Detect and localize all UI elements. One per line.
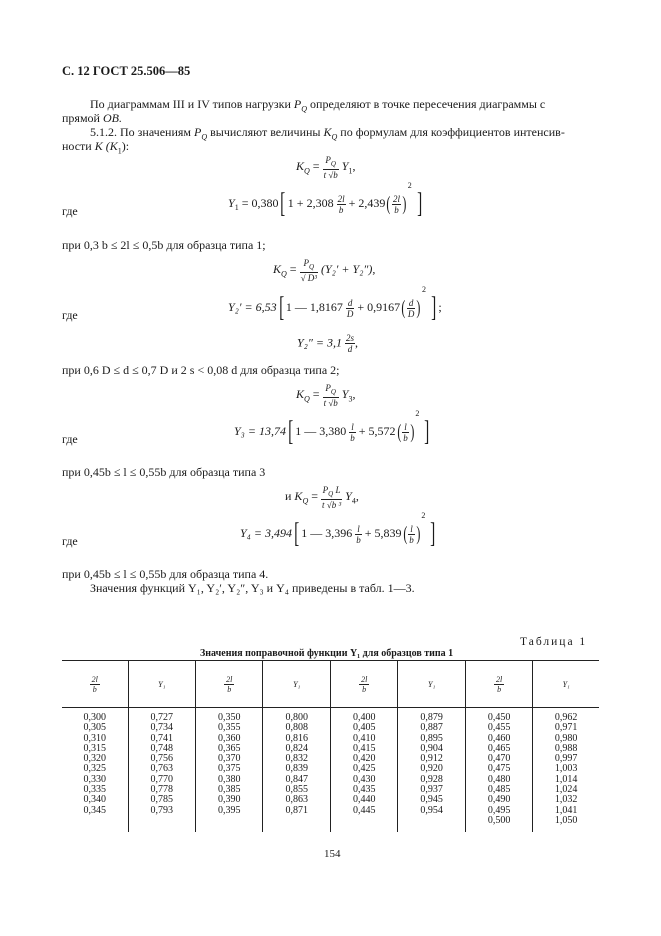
- table-cell: 0,465: [487, 742, 511, 754]
- table-cell: 0,350: [218, 712, 241, 723]
- table-cell: 0,315: [83, 742, 107, 754]
- condition-type4: при 0,45b ≤ l ≤ 0,55b для образца типа 4.: [62, 567, 269, 581]
- where-label-1: где: [62, 204, 78, 218]
- column-header: $\frac{2l}{b}$: [465, 661, 532, 708]
- equation-y2-double-prime: Y₂″ = 3,1 $\frac{2s}{d}$ ,: [297, 333, 358, 354]
- table-cell: 0,425: [352, 763, 376, 775]
- table-cell: 0,420: [352, 753, 376, 765]
- where-label-4: где: [62, 534, 78, 548]
- table-cell: 0,325: [83, 763, 107, 775]
- table-cell: 0,980: [554, 732, 578, 744]
- table-cell: 0,770: [150, 773, 174, 785]
- para1-line1: По диаграммам III и IV типов нагрузки $P_Q$ определяют в точке пересечения диаграммы с: [90, 97, 546, 114]
- equation-kq-type3: $K_Q$ = $\frac{P_Q}{t √b}$ $Y_3$,: [296, 383, 356, 408]
- table-cell: 1,024: [554, 784, 578, 796]
- page-header: С. 12 ГОСТ 25.506—85: [62, 64, 191, 78]
- condition-type1: при 0,3 b ≤ 2l ≤ 0,5b для образца типа 1;: [62, 238, 266, 252]
- para3: Значения функций Y₁, Y₂′, Y₂″, Y₃ и Y₄ приведены в табл. 1—3.: [90, 581, 415, 595]
- equation-y2-prime: Y₂′ = 6,53[ 1 — 1,8167 $\frac{d}{D}$ + 0,9167( $\frac{d}{D}$ )$^2$ ] ;: [228, 284, 442, 323]
- table-cell: 0,415: [352, 742, 376, 754]
- table-cell: 0,445: [352, 804, 376, 816]
- table-cell: 1,032: [554, 794, 578, 806]
- table-cell: 0,863: [285, 794, 308, 806]
- table-cell: 0,395: [218, 804, 241, 816]
- table-cell: 0,485: [487, 784, 511, 796]
- table-cell: 0,962: [554, 712, 578, 723]
- table-cell: 0,763: [150, 763, 174, 775]
- table-cell: 0,937: [420, 784, 443, 796]
- table-cell: 0,887: [420, 722, 443, 734]
- table-cell: 0,855: [285, 784, 308, 796]
- table-cell: 0,365: [218, 742, 241, 754]
- table-cell: 0,470: [487, 753, 511, 765]
- table-cell: 0,360: [218, 732, 241, 744]
- table-cell: 0,879: [420, 712, 443, 723]
- equation-y3: Y₃ = 13,74[ 1 — 3,380 $\frac{l}{b}$ + 5,572( $\frac{l}{b}$ )$^2$ ]: [234, 408, 430, 447]
- table-cell: 0,440: [352, 794, 376, 806]
- table-cell: 0,785: [150, 794, 174, 806]
- table-cell: 1,014: [554, 773, 578, 785]
- table-cell: 0,727: [150, 712, 174, 723]
- column-header: Y₁: [128, 661, 195, 708]
- table-cell: 0,778: [150, 784, 174, 796]
- table-cell: 0,495: [487, 804, 511, 816]
- table-y1-values: [62, 660, 599, 832]
- table-cell: 0,490: [487, 794, 511, 806]
- table-cell: 0,895: [420, 732, 443, 744]
- table-cell: 0,390: [218, 794, 241, 806]
- pq-symbol: $P_Q$: [293, 97, 308, 114]
- para2-line2: ности K $(K_1)$:: [62, 139, 130, 156]
- table-cell: 0,405: [352, 722, 376, 734]
- table-row: [62, 708, 599, 833]
- table-cell: 0,435: [352, 784, 376, 796]
- equation-kq-type2: $K_Q$ = $\frac{P_Q}{\text{√ D³}}$ (Y₂′ + Y₂″),: [273, 258, 376, 283]
- table-cell: 0,375: [218, 763, 241, 775]
- table-cell: 0,971: [554, 722, 578, 734]
- table-cell: 0,335: [83, 784, 107, 796]
- table-cell: 1,003: [554, 763, 578, 775]
- table-cell: 0,839: [285, 763, 308, 775]
- table-cell: 0,320: [83, 753, 107, 765]
- table-cell: 0,345: [83, 804, 107, 816]
- table-column-cells: [465, 708, 532, 833]
- table-cell: 0,734: [150, 722, 174, 734]
- column-header: Y₁: [263, 661, 330, 708]
- column-header: $\frac{2l}{b}$: [62, 661, 128, 708]
- column-header: Y₁: [533, 661, 599, 708]
- equation-kq-type1: $K_Q$ = $\frac{P_Q}{t √b}$ $Y_1$,: [296, 155, 356, 180]
- table-cell: 0,370: [218, 753, 241, 765]
- table-cell: 0,380: [218, 773, 241, 785]
- table-column-cells: [196, 708, 263, 833]
- condition-type2: при 0,6 D ≤ d ≤ 0,7 D и 2 s < 0,08 d для образца типа 2;: [62, 363, 340, 377]
- table-cell: 0,310: [83, 732, 107, 744]
- table-cell: 0,824: [285, 742, 308, 754]
- column-header: $\frac{2l}{b}$: [330, 661, 397, 708]
- table-cell: 0,988: [554, 742, 578, 754]
- table-column-cells: [263, 708, 330, 833]
- table-header-row: [62, 661, 599, 708]
- table-cell: 0,800: [285, 712, 308, 723]
- table-cell: 0,410: [352, 732, 376, 744]
- table-cell: 1,041: [554, 804, 578, 816]
- table-cell: 0,793: [150, 804, 174, 816]
- table-cell: 0,450: [487, 712, 511, 723]
- table-cell: 0,954: [420, 804, 443, 816]
- table-column-cells: [62, 708, 128, 833]
- table-cell: 0,480: [487, 773, 511, 785]
- where-label-3: где: [62, 432, 78, 446]
- table-cell: 0,455: [487, 722, 511, 734]
- table-cell: 0,847: [285, 773, 308, 785]
- table-cell: 0,756: [150, 753, 174, 765]
- para1-line2: прямой OB.: [62, 111, 122, 125]
- table-label: Таблица 1: [520, 636, 588, 648]
- equation-kq-type4: и $K_Q$ = $\frac{P_Q L}{\text{t √b ³}}$ $Y_4$,: [285, 485, 359, 510]
- table-cell: 0,400: [352, 712, 376, 723]
- table-cell: 0,300: [83, 712, 107, 723]
- table-column-cells: [330, 708, 397, 833]
- page-number: 154: [324, 848, 341, 860]
- table-cell: 0,912: [420, 753, 443, 765]
- table-cell: 0,832: [285, 753, 308, 765]
- table-cell: 0,385: [218, 784, 241, 796]
- table-cell: 0,871: [285, 804, 308, 816]
- table-cell: 0,904: [420, 742, 443, 754]
- equation-y4: Y₄ = 3,494[ 1 — 3,396 $\frac{l}{b}$ + 5,839( $\frac{l}{b}$ )$^2$ ]: [240, 510, 436, 549]
- table-cell: 0,500: [487, 814, 511, 826]
- where-label-2: где: [62, 308, 78, 322]
- condition-type3: при 0,45b ≤ l ≤ 0,55b для образца типа 3: [62, 465, 266, 479]
- column-header: $\frac{2l}{b}$: [196, 661, 263, 708]
- table-cell: 0,430: [352, 773, 376, 785]
- table-cell: 0,475: [487, 763, 511, 775]
- table-column-cells: [128, 708, 195, 833]
- table-cell: 0,997: [554, 753, 578, 765]
- table-title: Значения поправочной функции Y₁ для образцов типа 1: [200, 648, 454, 659]
- table-cell: 0,748: [150, 742, 174, 754]
- para2-line1: 5.1.2. По значениям $P_Q$ вычисляют величины $K_Q$ по формулам для коэффициентов интенсив-: [90, 125, 565, 142]
- table-cell: 0,305: [83, 722, 107, 734]
- table-column-cells: [398, 708, 465, 833]
- equation-y1: $Y_1 = 0,380$[ 1 + 2,308 $\frac{2l}{b}$ + 2,439( $\frac{2l}{b}$ )$^2$ ]: [228, 180, 422, 219]
- table-cell: 0,808: [285, 722, 308, 734]
- table-cell: 0,340: [83, 794, 107, 806]
- table-cell: 0,460: [487, 732, 511, 744]
- column-header: Y₁: [398, 661, 465, 708]
- table-cell: 0,330: [83, 773, 107, 785]
- table-cell: 0,928: [420, 773, 443, 785]
- table-cell: 1,050: [554, 814, 578, 826]
- table-cell: 0,816: [285, 732, 308, 744]
- table-cell: 0,741: [150, 732, 174, 744]
- table-column-cells: [533, 708, 599, 833]
- table-cell: 0,945: [420, 794, 443, 806]
- table-cell: 0,920: [420, 763, 443, 775]
- table-cell: 0,355: [218, 722, 241, 734]
